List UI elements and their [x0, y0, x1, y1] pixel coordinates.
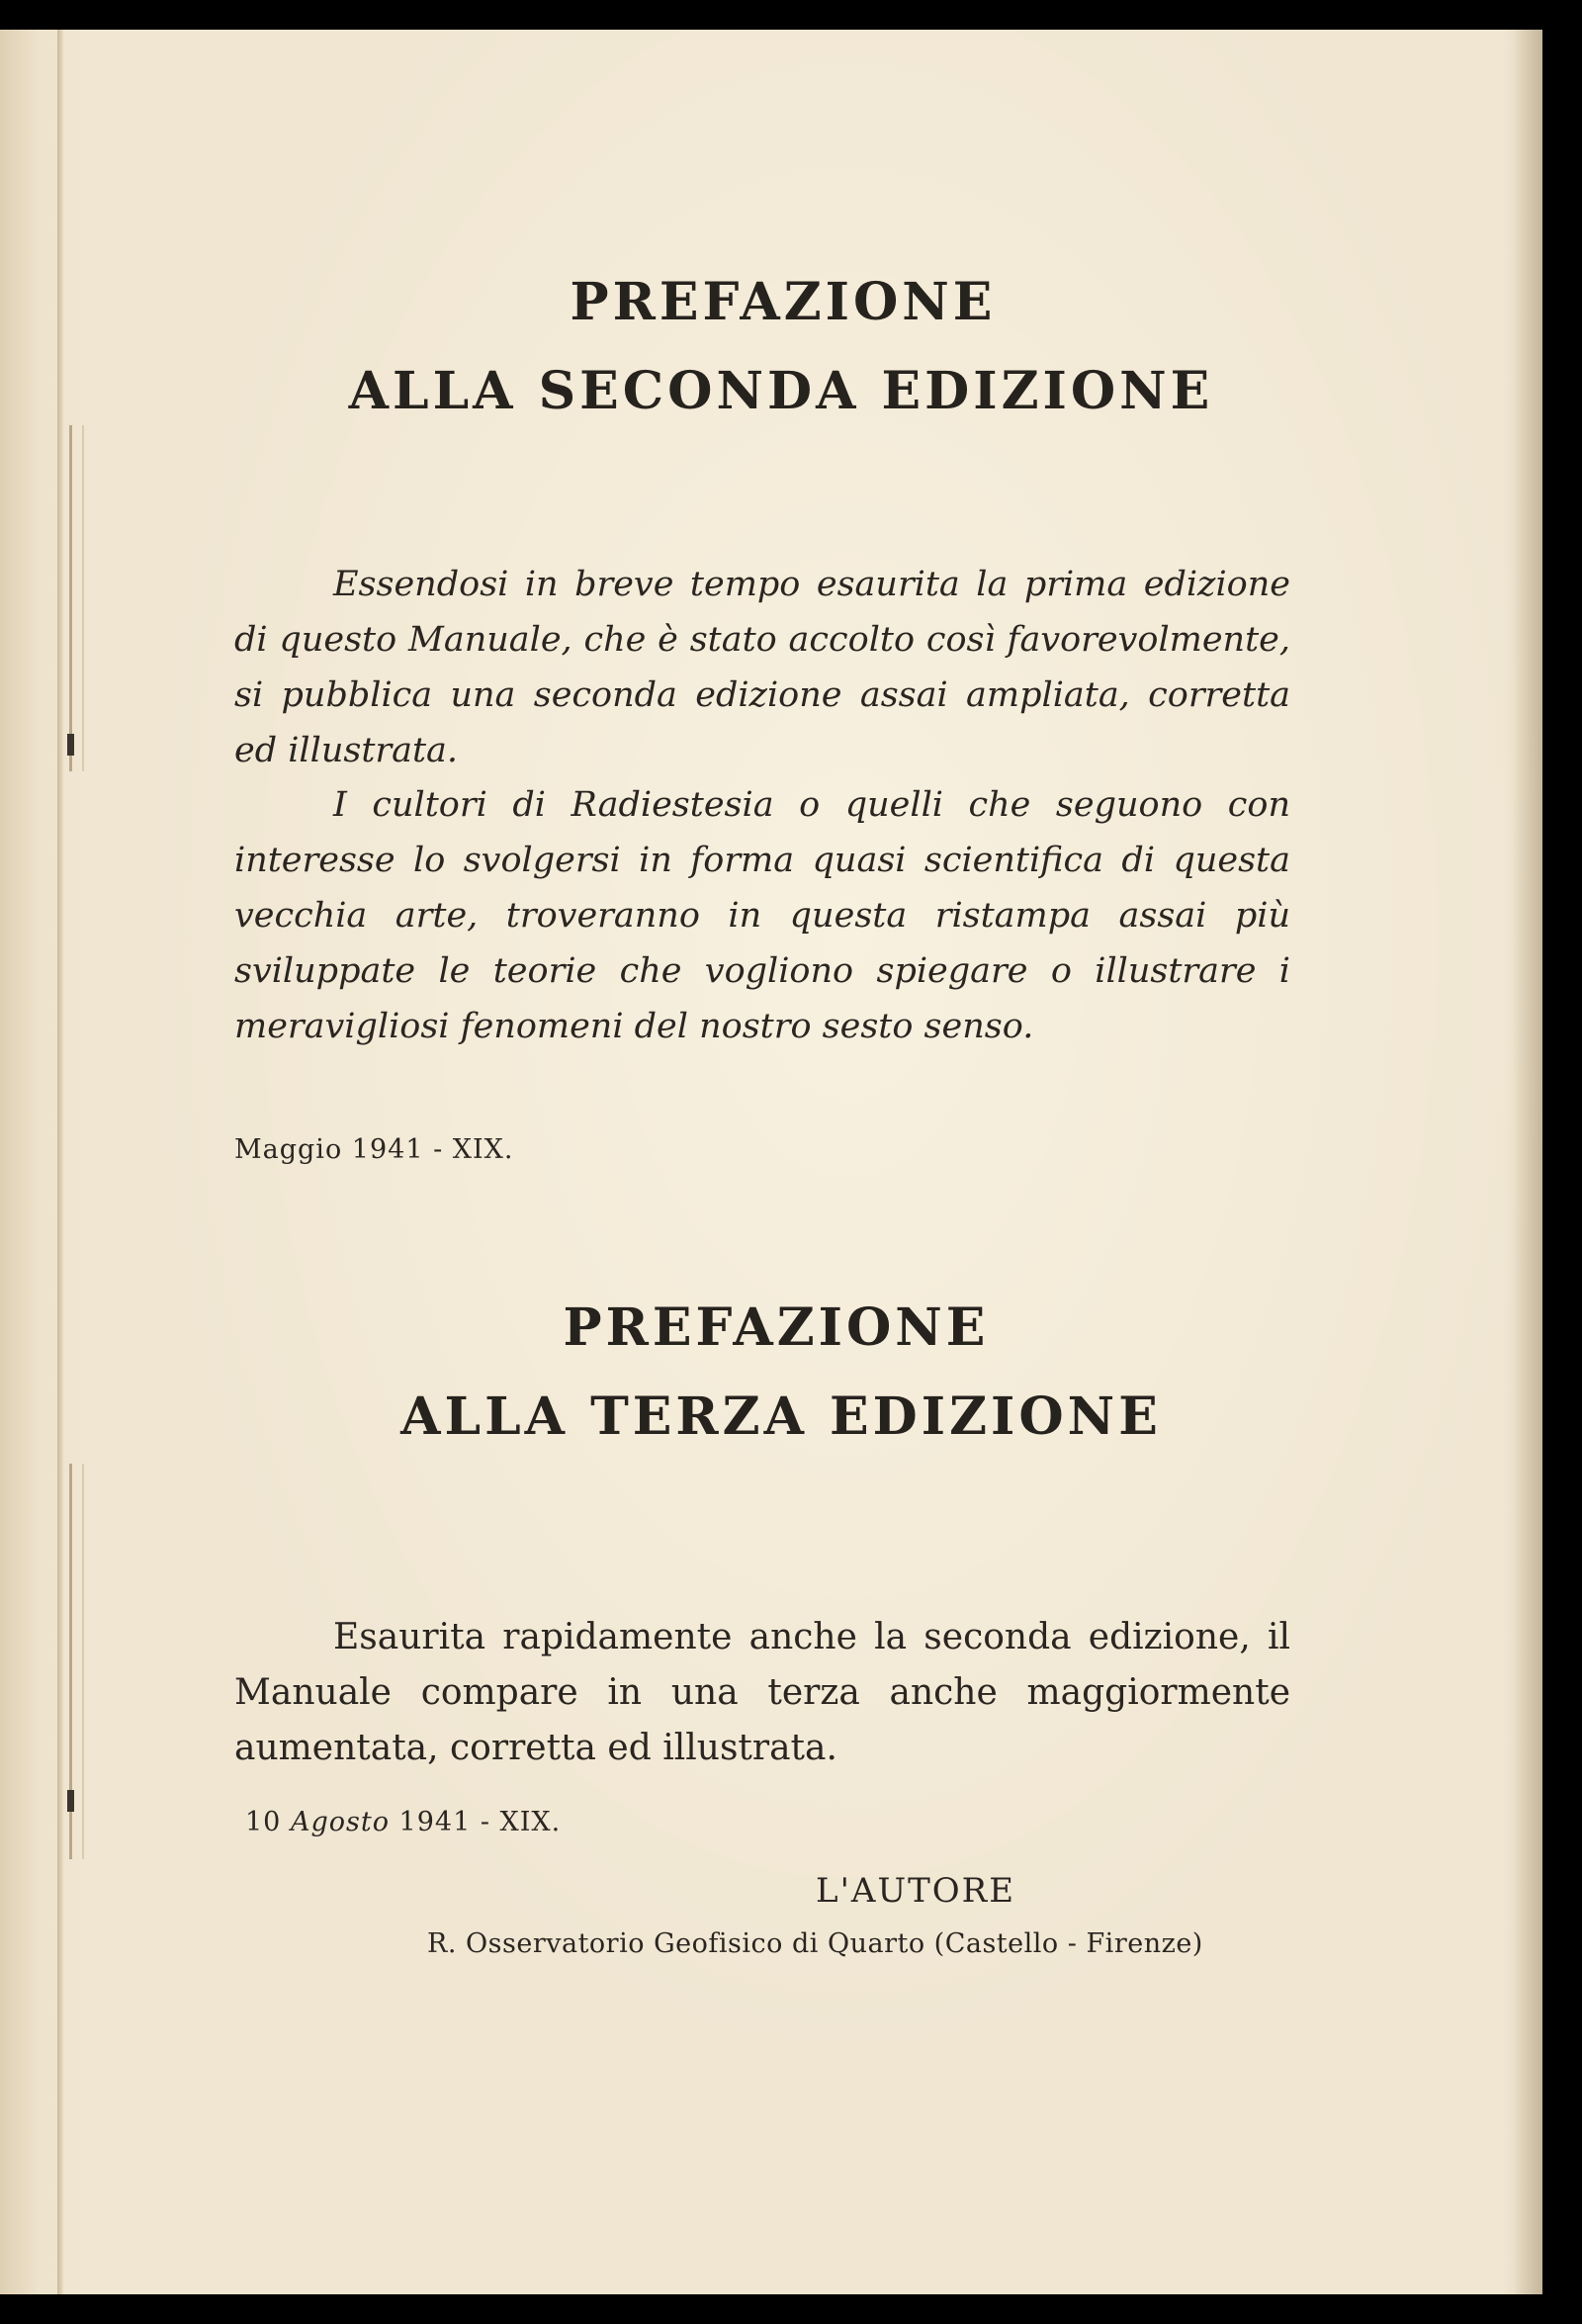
third-edition-date-month: Agosto	[290, 1807, 390, 1837]
third-edition-title-line1: PREFAZIONE	[563, 1297, 990, 1358]
book-page	[0, 30, 1542, 2294]
second-edition-title-line2: ALLA SECONDA EDIZIONE	[348, 361, 1214, 421]
third-edition-date	[245, 1807, 561, 1837]
stitch-knot-top	[67, 734, 74, 756]
binding-stitch-top	[69, 425, 84, 771]
second-edition-date: Maggio 1941 - XIX.	[234, 1134, 514, 1165]
third-edition-date-year: 1941 - XIX.	[398, 1807, 562, 1837]
third-edition-paragraph: Esaurita rapidamente anche la seconda edizione, il Manuale compare in una terza anche maggiormente aumentata, corretta ed illustrata.	[234, 1617, 1290, 1768]
second-edition-paragraph-2: I cultori di Radiestesia o quelli che seguono con interesse lo svolgersi in forma quasi scientifica di questa vecchia arte, troveranno in questa ristampa assai più sviluppate le teorie che vogliono spiegare o illustrare i meravigliosi fenomeni del nostro sesto senso.	[234, 785, 1290, 1046]
author-institute: R. Osservatorio Geofisico di Quarto (Castello - Firenze)	[427, 1928, 1203, 1959]
second-edition-title-line1: PREFAZIONE	[570, 272, 997, 332]
third-edition-date-day: 10	[245, 1807, 282, 1837]
stitch-knot-bottom	[67, 1790, 74, 1812]
author-label: L'AUTORE	[816, 1871, 1016, 1911]
third-edition-title-line2: ALLA TERZA EDIZIONE	[400, 1386, 1162, 1447]
author-signature	[816, 1871, 1015, 1911]
second-edition-paragraph-1: Essendosi in breve tempo esaurita la prima edizione di questo Manuale, che è stato accolto così favorevolmente, si pubblica una seconda edizione assai ampliata, corretta ed illustrata.	[234, 565, 1290, 770]
